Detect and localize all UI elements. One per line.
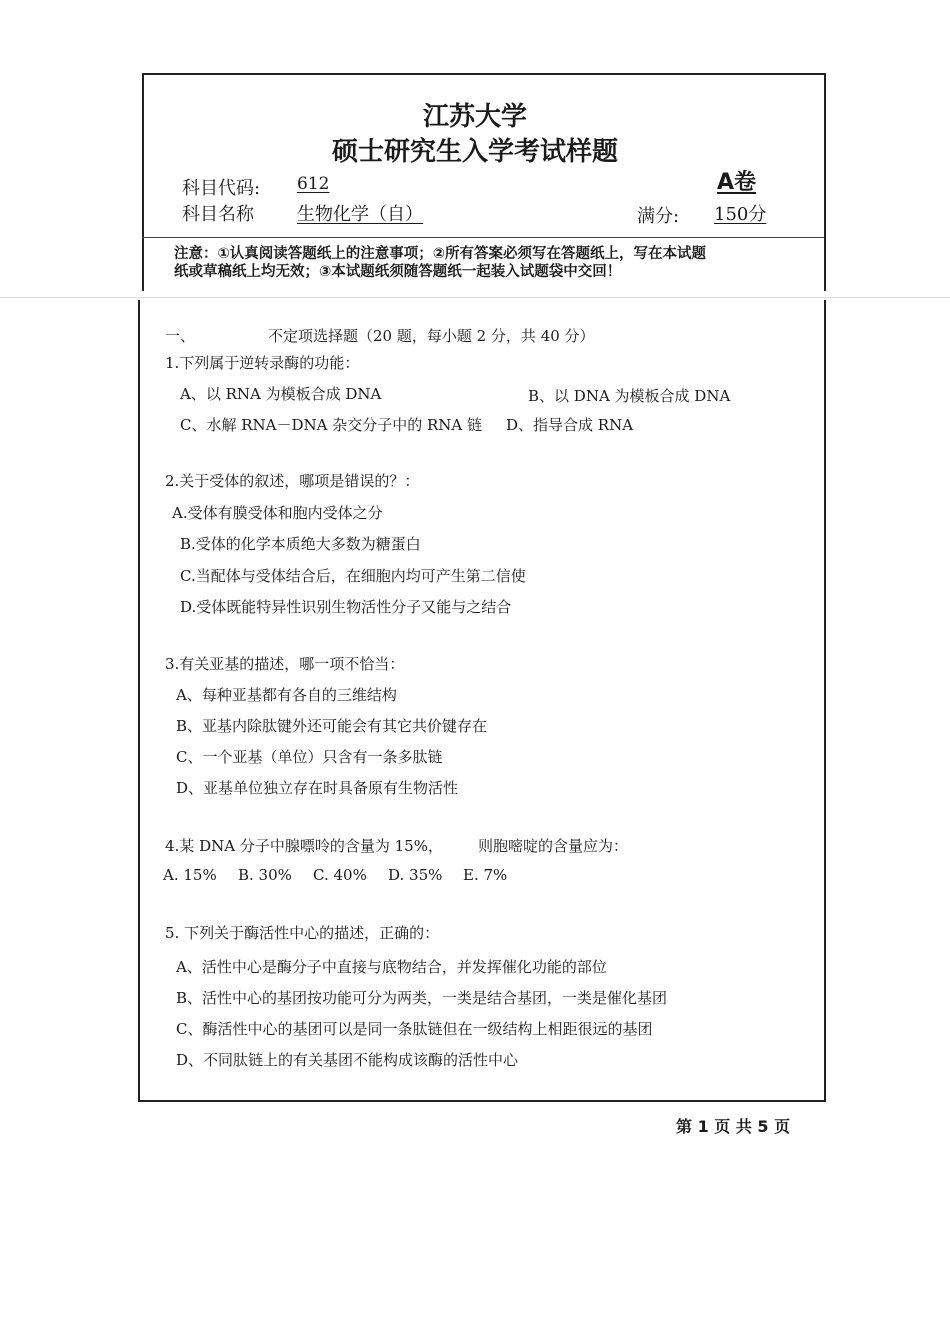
option-item: D. 35% [388,866,443,884]
question-stem: 4.某 DNA 分子中腺嘌呤的含量为 15%， [165,837,443,855]
option-item: B. 30% [238,866,292,884]
paper-label: A卷 [717,170,757,195]
option-item: A. 15% [163,866,217,884]
option-item: C、水解 RNA－DNA 杂交分子中的 RNA 链 [180,416,483,434]
subject-code-label: 科目代码: [182,178,261,199]
exam-title: 硕士研究生入学考试样题 [331,137,618,167]
subject-name-label: 科目名称 [182,204,254,225]
option-item: C、酶活性中心的基团可以是同一条肽链但在一级结构上相距很远的基团 [176,1020,653,1038]
question-stem-tail: 则胞嘧啶的含量应为： [478,837,629,855]
header-divider [142,237,824,238]
option-item: A、活性中心是酶分子中直接与底物结合，并发挥催化功能的部位 [176,958,607,976]
option-item: B、以 DNA 为模板合成 DNA [528,387,731,405]
question-stem: 5. 下列关于酶活性中心的描述，正确的： [165,924,440,942]
option-item: C、一个亚基（单位）只含有一条多肽链 [176,748,443,766]
option-item: D.受体既能特异性识别生物活性分子又能与之结合 [180,598,512,616]
full-score: 150分 [714,204,767,225]
option-item: E. 7% [463,866,508,884]
subject-name: 生物化学（自） [297,204,423,225]
scan-fold-line [0,297,950,298]
option-item: C. 40% [313,866,367,884]
option-item: A、以 RNA 为模板合成 DNA [180,385,382,403]
university-title: 江苏大学 [422,102,527,132]
question-stem: 3.有关亚基的描述，哪一项不恰当： [165,655,405,673]
option-item: B、活性中心的基团按功能可分为两类，一类是结合基团，一类是催化基团 [176,989,668,1007]
subject-code: 612 [297,174,330,194]
option-item: A、每种亚基都有各自的三维结构 [176,686,397,704]
option-item: D、指导合成 RNA [506,416,634,434]
question-stem: 1.下列属于逆转录酶的功能： [165,354,360,372]
page-number: 第 1 页 共 5 页 [676,1117,791,1136]
notice-line-1: 注意：①认真阅读答题纸上的注意事项；②所有答案必须写在答题纸上，写在本试题 [174,246,707,262]
option-item: B.受体的化学本质绝大多数为糖蛋白 [180,535,421,553]
option-item: C.当配体与受体结合后，在细胞内均可产生第二信使 [180,567,526,585]
notice-line-2: 纸或草稿纸上均无效；③本试题纸须随答题纸一起装入试题袋中交回！ [174,264,622,280]
option-item: D、不同肽链上的有关基团不能构成该酶的活性中心 [176,1051,519,1069]
option-item: D、亚基单位独立存在时具备原有生物活性 [176,779,459,797]
question-stem: 2.关于受体的叙述，哪项是错误的？： [165,472,420,490]
option-item: A.受体有膜受体和胞内受体之分 [172,504,383,522]
option-item: B、亚基内除肽键外还可能会有其它共价键存在 [176,717,488,735]
full-score-label: 满分: [637,206,680,227]
section-number: 一、 [165,327,196,345]
section-title: 不定项选择题（20 题，每小题 2 分，共 40 分） [268,327,595,345]
